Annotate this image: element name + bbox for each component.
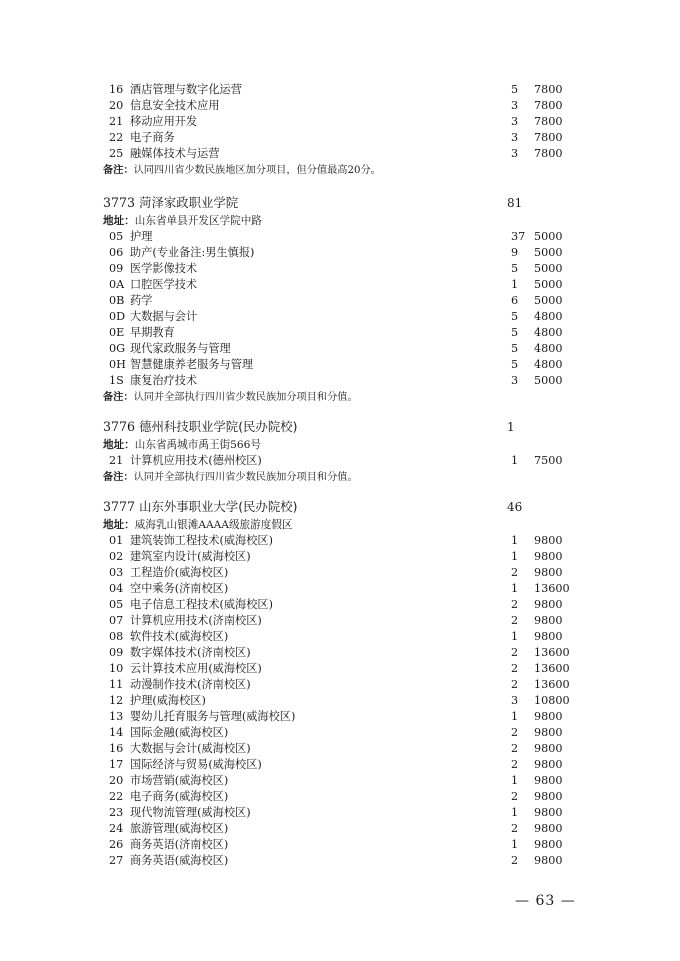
top-major-list	[103, 82, 583, 162]
major-row	[103, 229, 583, 245]
major-count: 37	[511, 230, 526, 243]
major-count: 1	[511, 710, 519, 723]
major-fee: 4800	[534, 310, 563, 323]
school-address	[103, 437, 583, 453]
major-count: 1	[511, 774, 519, 787]
major-fee: 9800	[534, 550, 563, 563]
major-name: 电子商务	[130, 131, 175, 144]
major-fee: 9800	[534, 838, 563, 851]
school-note	[103, 469, 583, 485]
major-fee: 7800	[534, 115, 563, 128]
major-code: 20	[109, 99, 124, 112]
major-count: 1	[511, 534, 519, 547]
major-fee: 9800	[534, 806, 563, 819]
major-fee: 7800	[534, 83, 563, 96]
major-name: 建筑室内设计(威海校区)	[130, 550, 251, 563]
major-count: 2	[511, 614, 519, 627]
major-code: 24	[109, 822, 124, 835]
major-fee: 7500	[534, 454, 563, 467]
major-code: 22	[109, 131, 124, 144]
major-fee: 9800	[534, 854, 563, 867]
major-code: 07	[109, 614, 124, 627]
major-row	[103, 277, 583, 293]
major-row	[103, 357, 583, 373]
major-count: 3	[511, 147, 519, 160]
major-count: 5	[511, 326, 519, 339]
major-fee: 5000	[534, 246, 563, 259]
major-code: 13	[109, 710, 124, 723]
major-code: 25	[109, 147, 124, 160]
major-code: 0E	[109, 326, 125, 339]
school-code: 3777	[103, 499, 136, 514]
major-name: 数字媒体技术(济南校区)	[130, 646, 251, 659]
address-label: 地址：	[103, 519, 135, 531]
major-name: 婴幼儿托育服务与管理(威海校区)	[130, 710, 296, 723]
major-code: 23	[109, 806, 124, 819]
address-text: 山东省单县开发区学院中路	[134, 215, 262, 227]
top-note	[103, 162, 583, 178]
major-name: 早期教育	[130, 326, 175, 339]
major-count: 2	[511, 742, 519, 755]
major-fee: 9800	[534, 822, 563, 835]
major-fee: 9800	[534, 742, 563, 755]
major-row	[103, 725, 583, 741]
major-fee: 9800	[534, 534, 563, 547]
major-row	[103, 373, 583, 389]
major-name: 现代物流管理(威海校区)	[130, 806, 251, 819]
major-row	[103, 565, 583, 581]
major-count: 5	[511, 310, 519, 323]
major-count: 2	[511, 646, 519, 659]
major-code: 14	[109, 726, 124, 739]
major-name: 国际金融(威海校区)	[130, 726, 229, 739]
school-total: 46	[507, 500, 523, 514]
major-fee: 9800	[534, 726, 563, 739]
major-code: 20	[109, 774, 124, 787]
major-row	[103, 261, 583, 277]
major-count: 1	[511, 806, 519, 819]
major-count: 2	[511, 598, 519, 611]
major-row	[103, 114, 583, 130]
school-total: 1	[507, 420, 515, 434]
major-code: 01	[109, 534, 124, 547]
major-fee: 10800	[534, 694, 570, 707]
top-section	[103, 82, 583, 178]
major-name: 信息安全技术应用	[130, 99, 220, 112]
school-header	[103, 497, 583, 517]
major-name: 现代家政服务与管理	[130, 342, 231, 355]
major-count: 2	[511, 854, 519, 867]
major-name: 康复治疗技术	[130, 374, 198, 387]
major-row	[103, 661, 583, 677]
major-code: 0D	[109, 310, 126, 323]
major-fee: 4800	[534, 326, 563, 339]
note-text: 认同并全部执行四川省少数民族加分项目和分值。	[133, 472, 358, 483]
major-row	[103, 821, 583, 837]
major-row	[103, 757, 583, 773]
school-code: 3776	[103, 419, 136, 434]
major-fee: 9800	[534, 614, 563, 627]
major-code: 10	[109, 662, 124, 675]
major-code: 26	[109, 838, 124, 851]
major-count: 2	[511, 726, 519, 739]
note-label: 备注：	[103, 164, 134, 176]
major-code: 27	[109, 854, 124, 867]
major-row	[103, 837, 583, 853]
major-code: 0A	[109, 278, 125, 291]
major-count: 3	[511, 99, 519, 112]
school-note	[103, 389, 583, 405]
major-row	[103, 309, 583, 325]
major-count: 1	[511, 550, 519, 563]
major-count: 1	[511, 582, 519, 595]
school-code: 3773	[103, 195, 136, 210]
major-code: 02	[109, 550, 124, 563]
school-address	[103, 517, 583, 533]
major-code: 11	[109, 678, 124, 691]
address-text: 威海乳山银滩AAAA级旅游度假区	[134, 519, 293, 531]
major-row	[103, 325, 583, 341]
major-name: 大数据与会计	[130, 310, 198, 323]
major-code: 21	[109, 115, 124, 128]
major-fee: 4800	[534, 358, 563, 371]
major-row	[103, 293, 583, 309]
major-name: 计算机应用技术(德州校区)	[130, 454, 262, 467]
major-name: 大数据与会计(威海校区)	[130, 742, 251, 755]
address-text: 山东省禹城市禹王街566号	[134, 439, 261, 451]
major-code: 21	[109, 454, 124, 467]
major-row	[103, 773, 583, 789]
major-name: 融媒体技术与运营	[130, 147, 220, 160]
major-row	[103, 741, 583, 757]
major-row	[103, 581, 583, 597]
major-name: 口腔医学技术	[130, 278, 198, 291]
address-label: 地址：	[103, 215, 135, 227]
major-count: 1	[511, 630, 519, 643]
major-row	[103, 613, 583, 629]
major-fee: 4800	[534, 342, 563, 355]
major-fee: 13600	[534, 662, 570, 675]
major-code: 0B	[109, 294, 125, 307]
major-code: 16	[109, 83, 124, 96]
major-name: 工程造价(威海校区)	[130, 566, 229, 579]
major-fee: 9800	[534, 790, 563, 803]
major-row	[103, 677, 583, 693]
major-code: 05	[109, 230, 124, 243]
major-count: 1	[511, 454, 519, 467]
address-label: 地址：	[103, 439, 135, 451]
major-fee: 5000	[534, 278, 563, 291]
major-code: 12	[109, 694, 124, 707]
major-fee: 5000	[534, 374, 563, 387]
major-fee: 9800	[534, 710, 563, 723]
major-count: 2	[511, 566, 519, 579]
major-code: 09	[109, 646, 124, 659]
school-header	[103, 193, 583, 213]
major-fee: 13600	[534, 582, 570, 595]
major-count: 1	[511, 838, 519, 851]
school-name: 德州科技职业学院(民办院校)	[139, 419, 298, 434]
major-code: 0H	[109, 358, 126, 371]
note-label: 备注：	[103, 391, 134, 403]
major-code: 09	[109, 262, 124, 275]
major-name: 商务英语(威海校区)	[130, 854, 229, 867]
major-count: 3	[511, 131, 519, 144]
note-text: 认同四川省少数民族地区加分项目，但分值最高20分。	[133, 165, 381, 176]
major-name: 护理(威海校区)	[130, 694, 206, 707]
major-row	[103, 645, 583, 661]
school-header	[103, 417, 583, 437]
major-code: 04	[109, 582, 124, 595]
major-fee: 9800	[534, 598, 563, 611]
major-count: 2	[511, 662, 519, 675]
major-name: 动漫制作技术(济南校区)	[130, 678, 251, 691]
major-name: 空中乘务(济南校区)	[130, 582, 229, 595]
school-address	[103, 213, 583, 229]
major-name: 酒店管理与数字化运营	[130, 83, 242, 96]
major-count: 5	[511, 262, 519, 275]
major-row	[103, 98, 583, 114]
major-fee: 9800	[534, 758, 563, 771]
major-fee: 7800	[534, 147, 563, 160]
major-count: 2	[511, 822, 519, 835]
major-row	[103, 453, 583, 469]
major-name: 电子信息工程技术(威海校区)	[130, 598, 273, 611]
major-count: 5	[511, 358, 519, 371]
major-name: 智慧健康养老服务与管理	[130, 358, 254, 371]
major-fee: 7800	[534, 99, 563, 112]
major-name: 市场营销(威海校区)	[130, 774, 229, 787]
major-code: 05	[109, 598, 124, 611]
major-code: 03	[109, 566, 124, 579]
major-row	[103, 853, 583, 869]
major-fee: 9800	[534, 630, 563, 643]
major-row	[103, 146, 583, 162]
major-name: 计算机应用技术(济南校区)	[130, 614, 262, 627]
major-count: 2	[511, 758, 519, 771]
major-fee: 9800	[534, 774, 563, 787]
major-fee: 5000	[534, 230, 563, 243]
major-count: 2	[511, 678, 519, 691]
major-list	[103, 533, 583, 869]
major-name: 云计算技术应用(威海校区)	[130, 662, 262, 675]
major-row	[103, 130, 583, 146]
major-name: 商务英语(济南校区)	[130, 838, 229, 851]
major-name: 国际经济与贸易(威海校区)	[130, 758, 262, 771]
major-count: 5	[511, 83, 519, 96]
major-count: 6	[511, 294, 519, 307]
major-list	[103, 453, 583, 469]
major-code: 16	[109, 742, 124, 755]
major-row	[103, 709, 583, 725]
major-row	[103, 789, 583, 805]
major-count: 1	[511, 278, 519, 291]
school-3773	[103, 193, 583, 405]
major-row	[103, 597, 583, 613]
major-row	[103, 805, 583, 821]
school-name: 菏泽家政职业学院	[139, 195, 239, 210]
major-row	[103, 82, 583, 98]
major-count: 5	[511, 342, 519, 355]
major-fee: 13600	[534, 646, 570, 659]
major-name: 软件技术(威海校区)	[130, 630, 229, 643]
school-total: 81	[507, 196, 523, 210]
note-text: 认同并全部执行四川省少数民族加分项目和分值。	[133, 392, 358, 403]
major-name: 医学影像技术	[130, 262, 198, 275]
major-row	[103, 693, 583, 709]
major-list	[103, 229, 583, 389]
major-code: 1S	[109, 374, 124, 387]
major-row	[103, 533, 583, 549]
note-label: 备注：	[103, 471, 134, 483]
major-code: 22	[109, 790, 124, 803]
major-name: 药学	[130, 294, 153, 307]
major-count: 2	[511, 790, 519, 803]
major-code: 17	[109, 758, 124, 771]
major-fee: 5000	[534, 294, 563, 307]
major-count: 3	[511, 694, 519, 707]
major-fee: 9800	[534, 566, 563, 579]
major-count: 3	[511, 374, 519, 387]
school-3776	[103, 417, 583, 485]
school-3777	[103, 497, 583, 869]
major-code: 0G	[109, 342, 126, 355]
major-name: 电子商务(威海校区)	[130, 790, 229, 803]
school-name: 山东外事职业大学(民办院校)	[139, 499, 298, 514]
page-number: — 63 —	[515, 893, 576, 909]
major-row	[103, 245, 583, 261]
major-code: 06	[109, 246, 124, 259]
major-name: 助产(专业备注:男生慎报)	[130, 246, 255, 259]
major-name: 旅游管理(威海校区)	[130, 822, 229, 835]
major-code: 08	[109, 630, 124, 643]
major-count: 9	[511, 246, 519, 259]
major-fee: 13600	[534, 678, 570, 691]
major-fee: 7800	[534, 131, 563, 144]
major-name: 护理	[130, 230, 153, 243]
major-count: 3	[511, 115, 519, 128]
major-name: 建筑装饰工程技术(威海校区)	[130, 534, 273, 547]
major-name: 移动应用开发	[130, 115, 198, 128]
major-fee: 5000	[534, 262, 563, 275]
major-row	[103, 549, 583, 565]
major-row	[103, 629, 583, 645]
major-row	[103, 341, 583, 357]
